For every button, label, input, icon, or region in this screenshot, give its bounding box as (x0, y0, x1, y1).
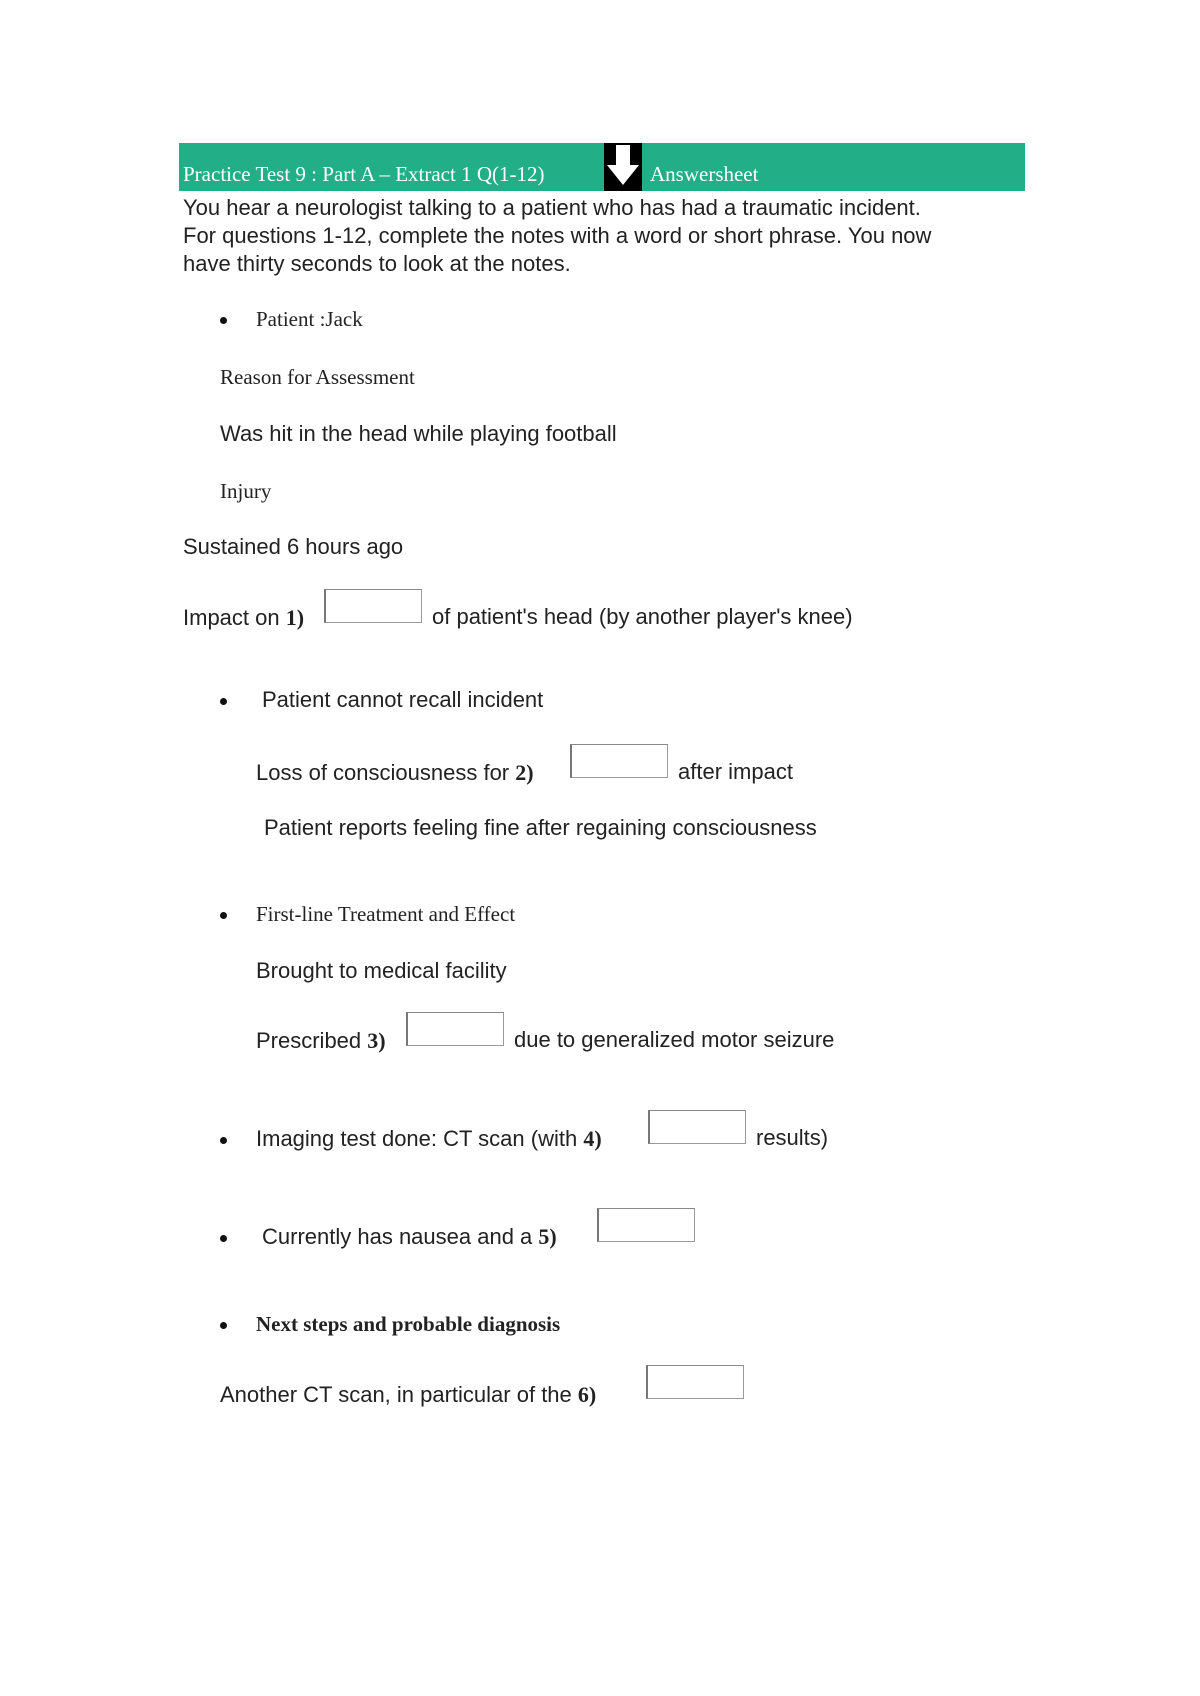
patient-line: Patient :Jack (256, 307, 363, 331)
bullet-icon (220, 698, 227, 705)
injury-heading: Injury (220, 479, 272, 503)
bullet-icon (220, 1137, 227, 1144)
treatment-heading: First-line Treatment and Effect (256, 902, 516, 926)
feeling-text: Patient reports feeling fine after regaining consciousness (264, 815, 817, 840)
q6-line: Another CT scan, in particular of the 6) (220, 1382, 597, 1407)
q2-suffix: after impact (678, 759, 793, 784)
reason-heading: Reason for Assessment (220, 365, 415, 389)
q4-line: Imaging test done: CT scan (with 4) (256, 1126, 602, 1151)
intro-line-3: have thirty seconds to look at the notes. (183, 251, 571, 276)
download-arrow-icon[interactable] (604, 143, 642, 191)
bullet-icon (220, 1322, 227, 1329)
sustained-text: Sustained 6 hours ago (183, 534, 404, 559)
header-title (183, 164, 544, 185)
q1-answer-field[interactable] (324, 589, 422, 623)
q3-suffix: due to generalized motor seizure (514, 1027, 835, 1052)
q5-line: Currently has nausea and a 5) (262, 1224, 557, 1249)
q4-suffix: results) (756, 1125, 829, 1150)
header-title-left: Practice Test 9 : Part A – Extract 1 Q(1-12) (183, 162, 545, 186)
q3-answer-field[interactable] (406, 1012, 504, 1046)
bullet-icon (220, 912, 227, 919)
q2-answer-field[interactable] (570, 744, 668, 778)
q2-line: Loss of consciousness for 2) (256, 760, 534, 785)
next-heading: Next steps and probable diagnosis (256, 1312, 561, 1336)
bullet-icon (220, 317, 227, 324)
reason-text: Was hit in the head while playing football (220, 421, 617, 446)
q1-suffix: of patient's head (by another player's knee) (432, 604, 853, 629)
header-title-right: Answersheet (650, 162, 759, 186)
intro-line-2: For questions 1-12, complete the notes with a word or short phrase. You now (183, 223, 932, 248)
brought-text: Brought to medical facility (256, 958, 507, 983)
q1-line: Impact on 1) (183, 605, 305, 630)
recall-text: Patient cannot recall incident (262, 687, 544, 712)
q4-answer-field[interactable] (648, 1110, 746, 1144)
bullet-icon (220, 1235, 227, 1242)
q6-answer-field[interactable] (646, 1365, 744, 1399)
q5-answer-field[interactable] (597, 1208, 695, 1242)
q3-line: Prescribed 3) (256, 1028, 386, 1053)
intro-line-1: You hear a neurologist talking to a patient who has had a traumatic incident. (183, 195, 921, 220)
